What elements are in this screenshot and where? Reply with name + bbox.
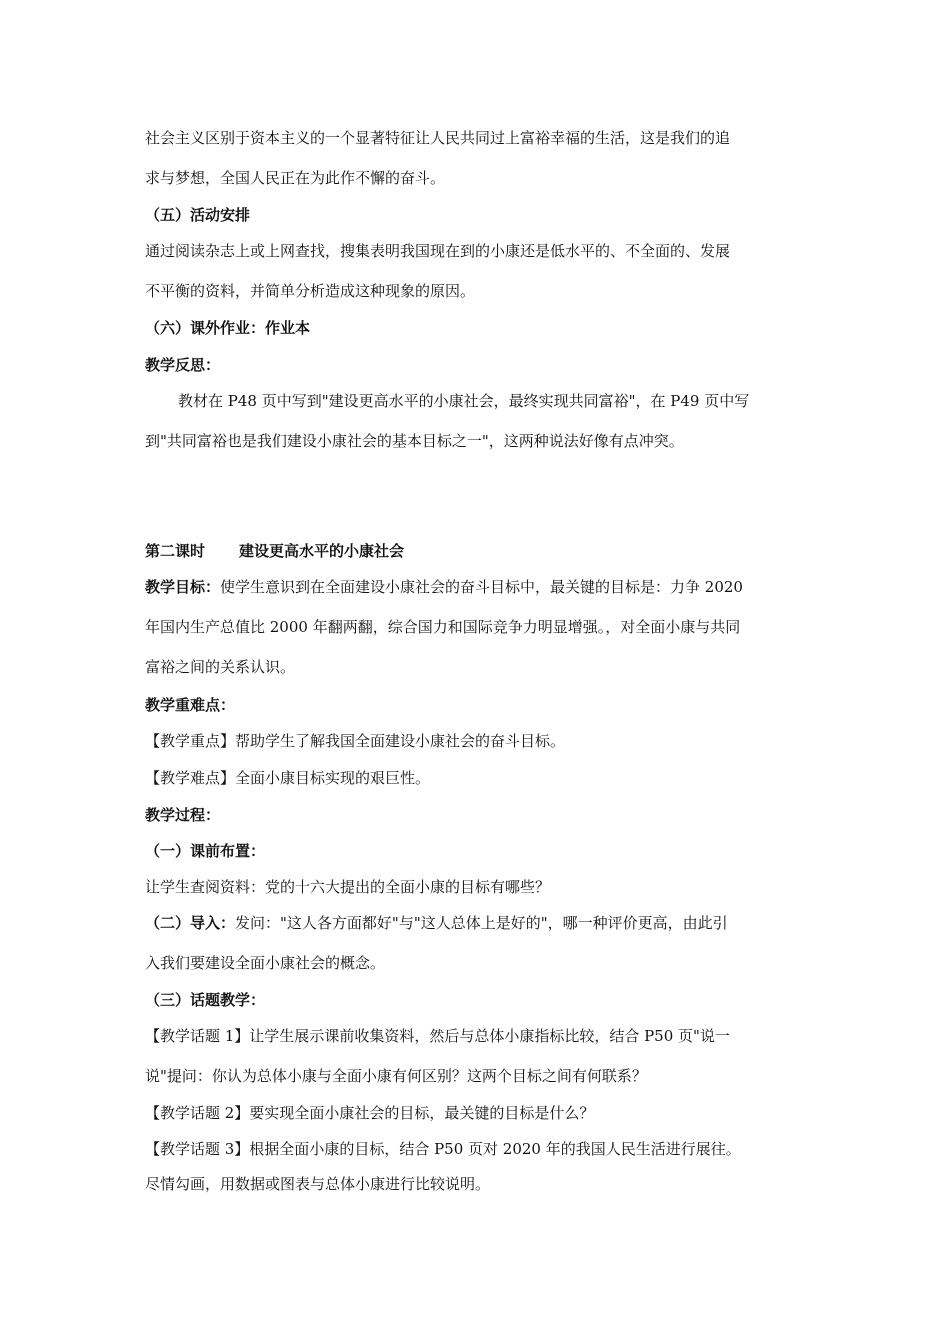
section-heading-process: 教学过程： [145,806,221,824]
section-heading-key-points: 教学重难点： [145,696,236,714]
section-heading-reflection: 教学反思： [145,356,221,374]
intro-text: 发问："这人各方面都好"与"这人总体上是好的"，哪一种评价更高，由此引 [235,914,728,932]
intro-line [145,913,810,933]
paragraph-line: 年国内生产总值比 2000 年翻两翻，综合国力和国际竞争力明显增强。，对全面小康与共同 [145,618,741,636]
lesson-title [145,541,810,561]
paragraph-line: 教材在 P48 页中写到"建设更高水平的小康社会，最终实现共同富裕"，在 P49 页中写 [178,392,750,410]
paragraph-line: 【教学话题 2】要实现全面小康社会的目标，最关键的目标是什么？ [145,1104,595,1122]
paragraph-line: 尽情勾画，用数据或图表与总体小康进行比较说明。 [145,1175,491,1193]
lesson-name: 建设更高水平的小康社会 [239,542,405,560]
paragraph-line: 说"提问：你认为总体小康与全面小康有何区别？这两个目标之间有何联系？ [145,1067,647,1085]
teaching-goal-text: 使学生意识到在全面建设小康社会的奋斗目标中，最关键的目标是：力争 2020 [220,578,743,596]
teaching-goal-line [145,577,810,597]
paragraph-line: 入我们要建设全面小康社会的概念。 [145,954,386,972]
intro-label: （二）导入： [145,914,236,932]
paragraph-line: 【教学话题 3】根据全面小康的目标，结合 P50 页对 2020 年的我国人民生活进行展往。 [145,1140,741,1158]
paragraph-line: 不平衡的资料，并简单分析造成这种现象的原因。 [145,282,476,300]
lesson-number: 第二课时 [145,542,206,560]
section-heading-preparation: （一）课前布置： [145,842,266,860]
paragraph-line: 社会主义区别于资本主义的一个显著特征让人民共同过上富裕幸福的生活，这是我们的追 [145,129,731,147]
section-heading-topics: （三）话题教学： [145,991,266,1009]
paragraph-line: 【教学话题 1】让学生展示课前收集资料，然后与总体小康指标比较，结合 P50 页"说一 [145,1027,730,1045]
teaching-goal-label: 教学目标： [145,578,221,596]
paragraph-line: 到"共同富裕也是我们建设小康社会的基本目标之一"，这两种说法好像有点冲突。 [145,432,684,450]
paragraph-line: 富裕之间的关系认识。 [145,658,296,676]
section-heading-homework: （六）课外作业：作业本 [145,319,311,337]
paragraph-line: 【教学重点】帮助学生了解我国全面建设小康社会的奋斗目标。 [145,732,566,750]
paragraph-line: 让学生查阅资料：党的十六大提出的全面小康的目标有哪些？ [145,878,551,896]
paragraph-line: 通过阅读杂志上或上网查找，搜集表明我国现在到的小康还是低水平的、不全面的、发展 [145,242,731,260]
paragraph-line: 求与梦想，全国人民正在为此作不懈的奋斗。 [145,169,446,187]
section-heading-activity: （五）活动安排 [145,206,251,224]
paragraph-line: 【教学难点】全面小康目标实现的艰巨性。 [145,769,431,787]
